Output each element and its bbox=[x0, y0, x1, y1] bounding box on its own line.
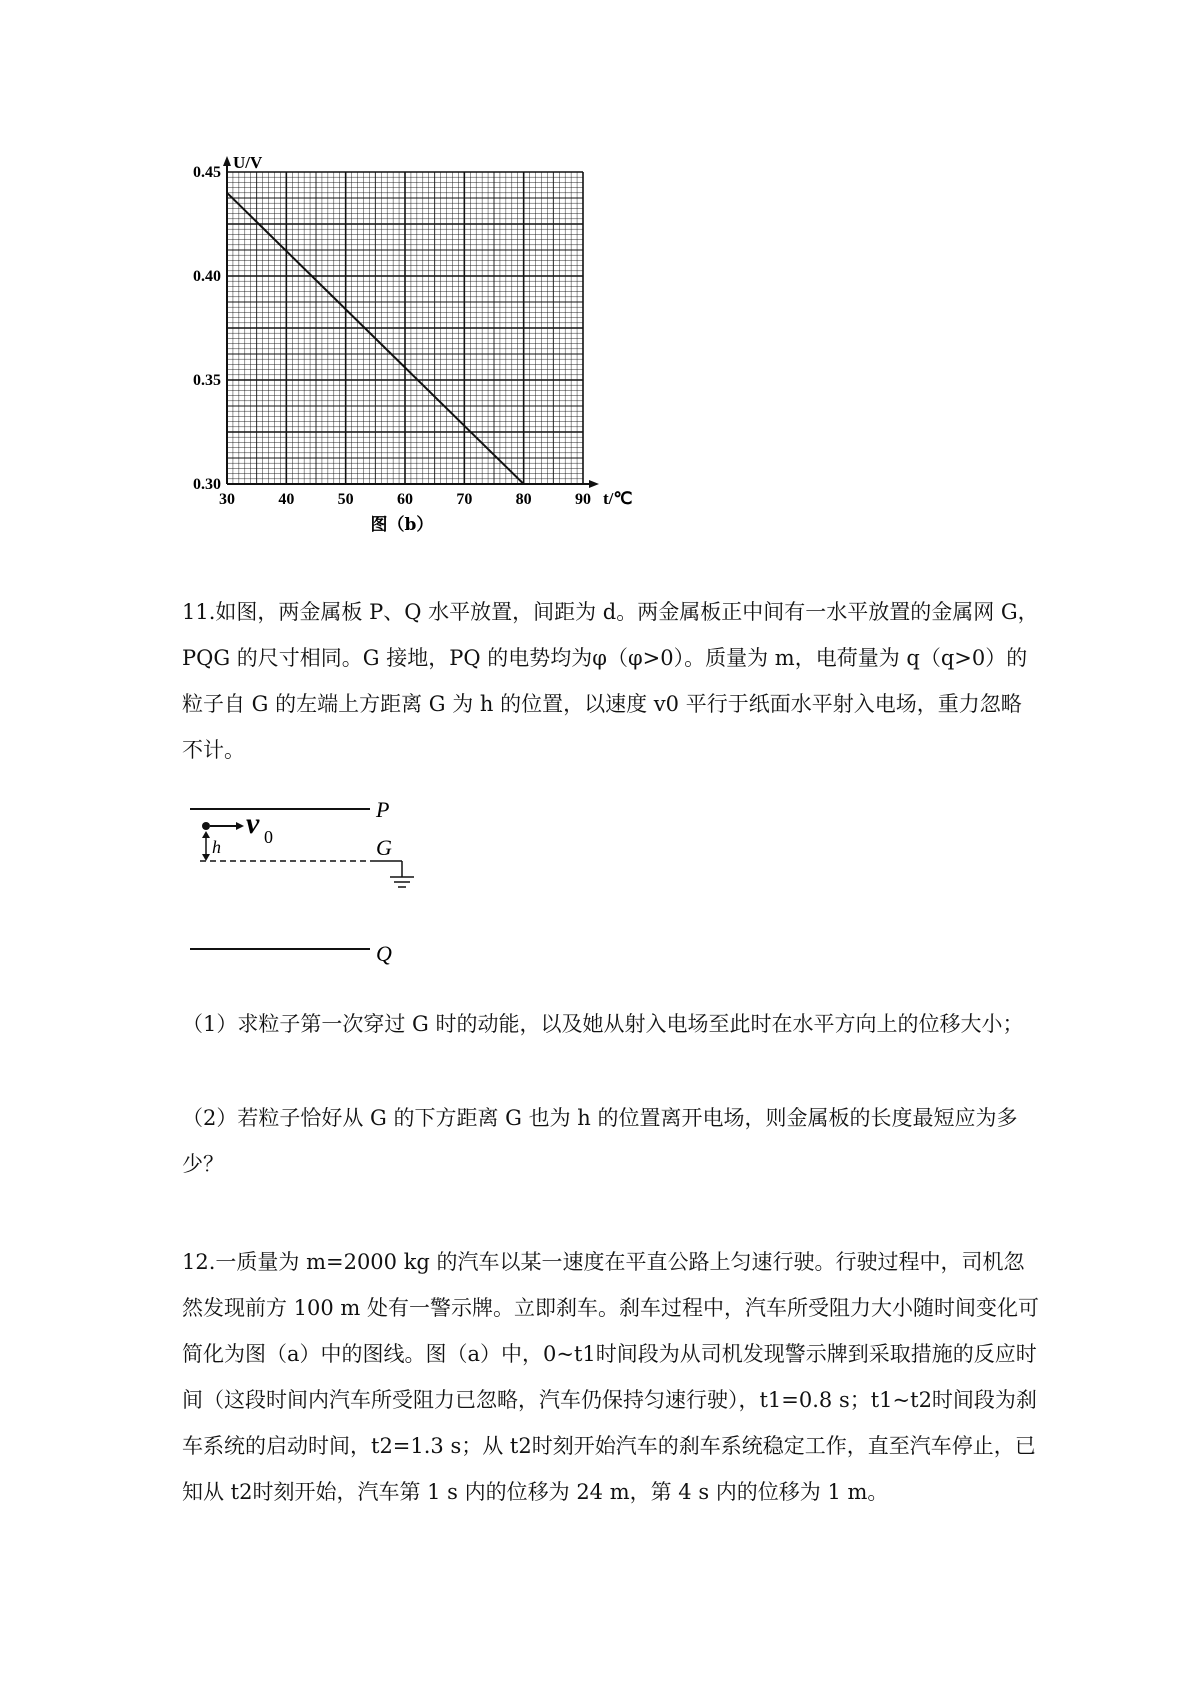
label-h: h bbox=[212, 837, 221, 857]
x-axis-arrow bbox=[589, 480, 599, 488]
question-11-part-2: （2）若粒子恰好从 G 的下方距离 G 也为 h 的位置离开电场，则金属板的长度最短应为多少？ bbox=[182, 1106, 1018, 1176]
x-tick-label: 90 bbox=[575, 491, 591, 508]
question-12-text: 12.一质量为 m=2000 kg 的汽车以某一速度在平直公路上匀速行驶。行驶过程中，司机忽然发现前方 100 m 处有一警示牌。立即刹车。刹车过程中，汽车所受阻力大小随时间变化可简化为图（a）中的图线。图（a）中，0~t1时间段为从司机发现警示牌到采取措施的反应时间（这段时间内汽车所受阻力已忽略，汽车仍保持匀速行驶），t1=0.8 s；t1~t2时间段为刹车系统的启动时间，t2=1.3 s；从 t2时刻开始汽车的刹车系统稳定工作，直至汽车停止，已知从 t2时刻开始，汽车第 1 s 内的位移为 24 m，第 4 s 内的位移为 1 m。 bbox=[182, 1250, 1040, 1504]
x-tick-label: 40 bbox=[278, 491, 295, 508]
h-arrow-down bbox=[202, 854, 210, 861]
chart-caption: 图（b） bbox=[370, 515, 434, 535]
label-q: Q bbox=[376, 941, 392, 966]
x-tick-label: 70 bbox=[456, 491, 473, 508]
y-tick-label: 0.40 bbox=[193, 268, 221, 285]
y-tick-label: 0.45 bbox=[193, 164, 221, 181]
y-axis-arrow bbox=[223, 156, 231, 166]
y-tick-label: 0.30 bbox=[193, 476, 221, 493]
x-tick-label: 80 bbox=[515, 491, 532, 508]
label-v-sub: 0 bbox=[264, 827, 273, 847]
label-g: G bbox=[376, 835, 392, 860]
x-tick-label: 60 bbox=[397, 491, 413, 508]
plates-diagram bbox=[190, 795, 490, 975]
h-arrow-up bbox=[202, 831, 210, 838]
label-v: v bbox=[246, 807, 260, 840]
voltage-temperature-chart bbox=[190, 150, 710, 580]
y-axis-label: U/V bbox=[233, 153, 263, 172]
x-tick-label: 50 bbox=[337, 491, 354, 508]
particle bbox=[202, 822, 210, 830]
y-tick-label: 0.35 bbox=[193, 372, 221, 389]
x-axis-label: t/℃ bbox=[603, 489, 633, 508]
x-tick-label: 30 bbox=[219, 491, 235, 508]
label-p: P bbox=[376, 797, 390, 822]
chart-svg bbox=[190, 150, 710, 580]
question-11-part-1: （1）求粒子第一次穿过 G 时的动能，以及她从射入电场至此时在水平方向上的位移大小； bbox=[182, 1012, 1024, 1036]
question-11-text: 11.如图，两金属板 P、Q 水平放置，间距为 d。两金属板正中间有一水平放置的金属网 G，PQG 的尺寸相同。G 接地，PQ 的电势均为φ（φ>0）。质量为 m，电荷量为 q（q>0）的粒子自 G 的左端上方距离 G 为 h 的位置，以速度 v0 平行于纸面水平射入电场，重力忽略不计。 bbox=[182, 600, 1039, 762]
velocity-arrowhead bbox=[236, 822, 244, 830]
